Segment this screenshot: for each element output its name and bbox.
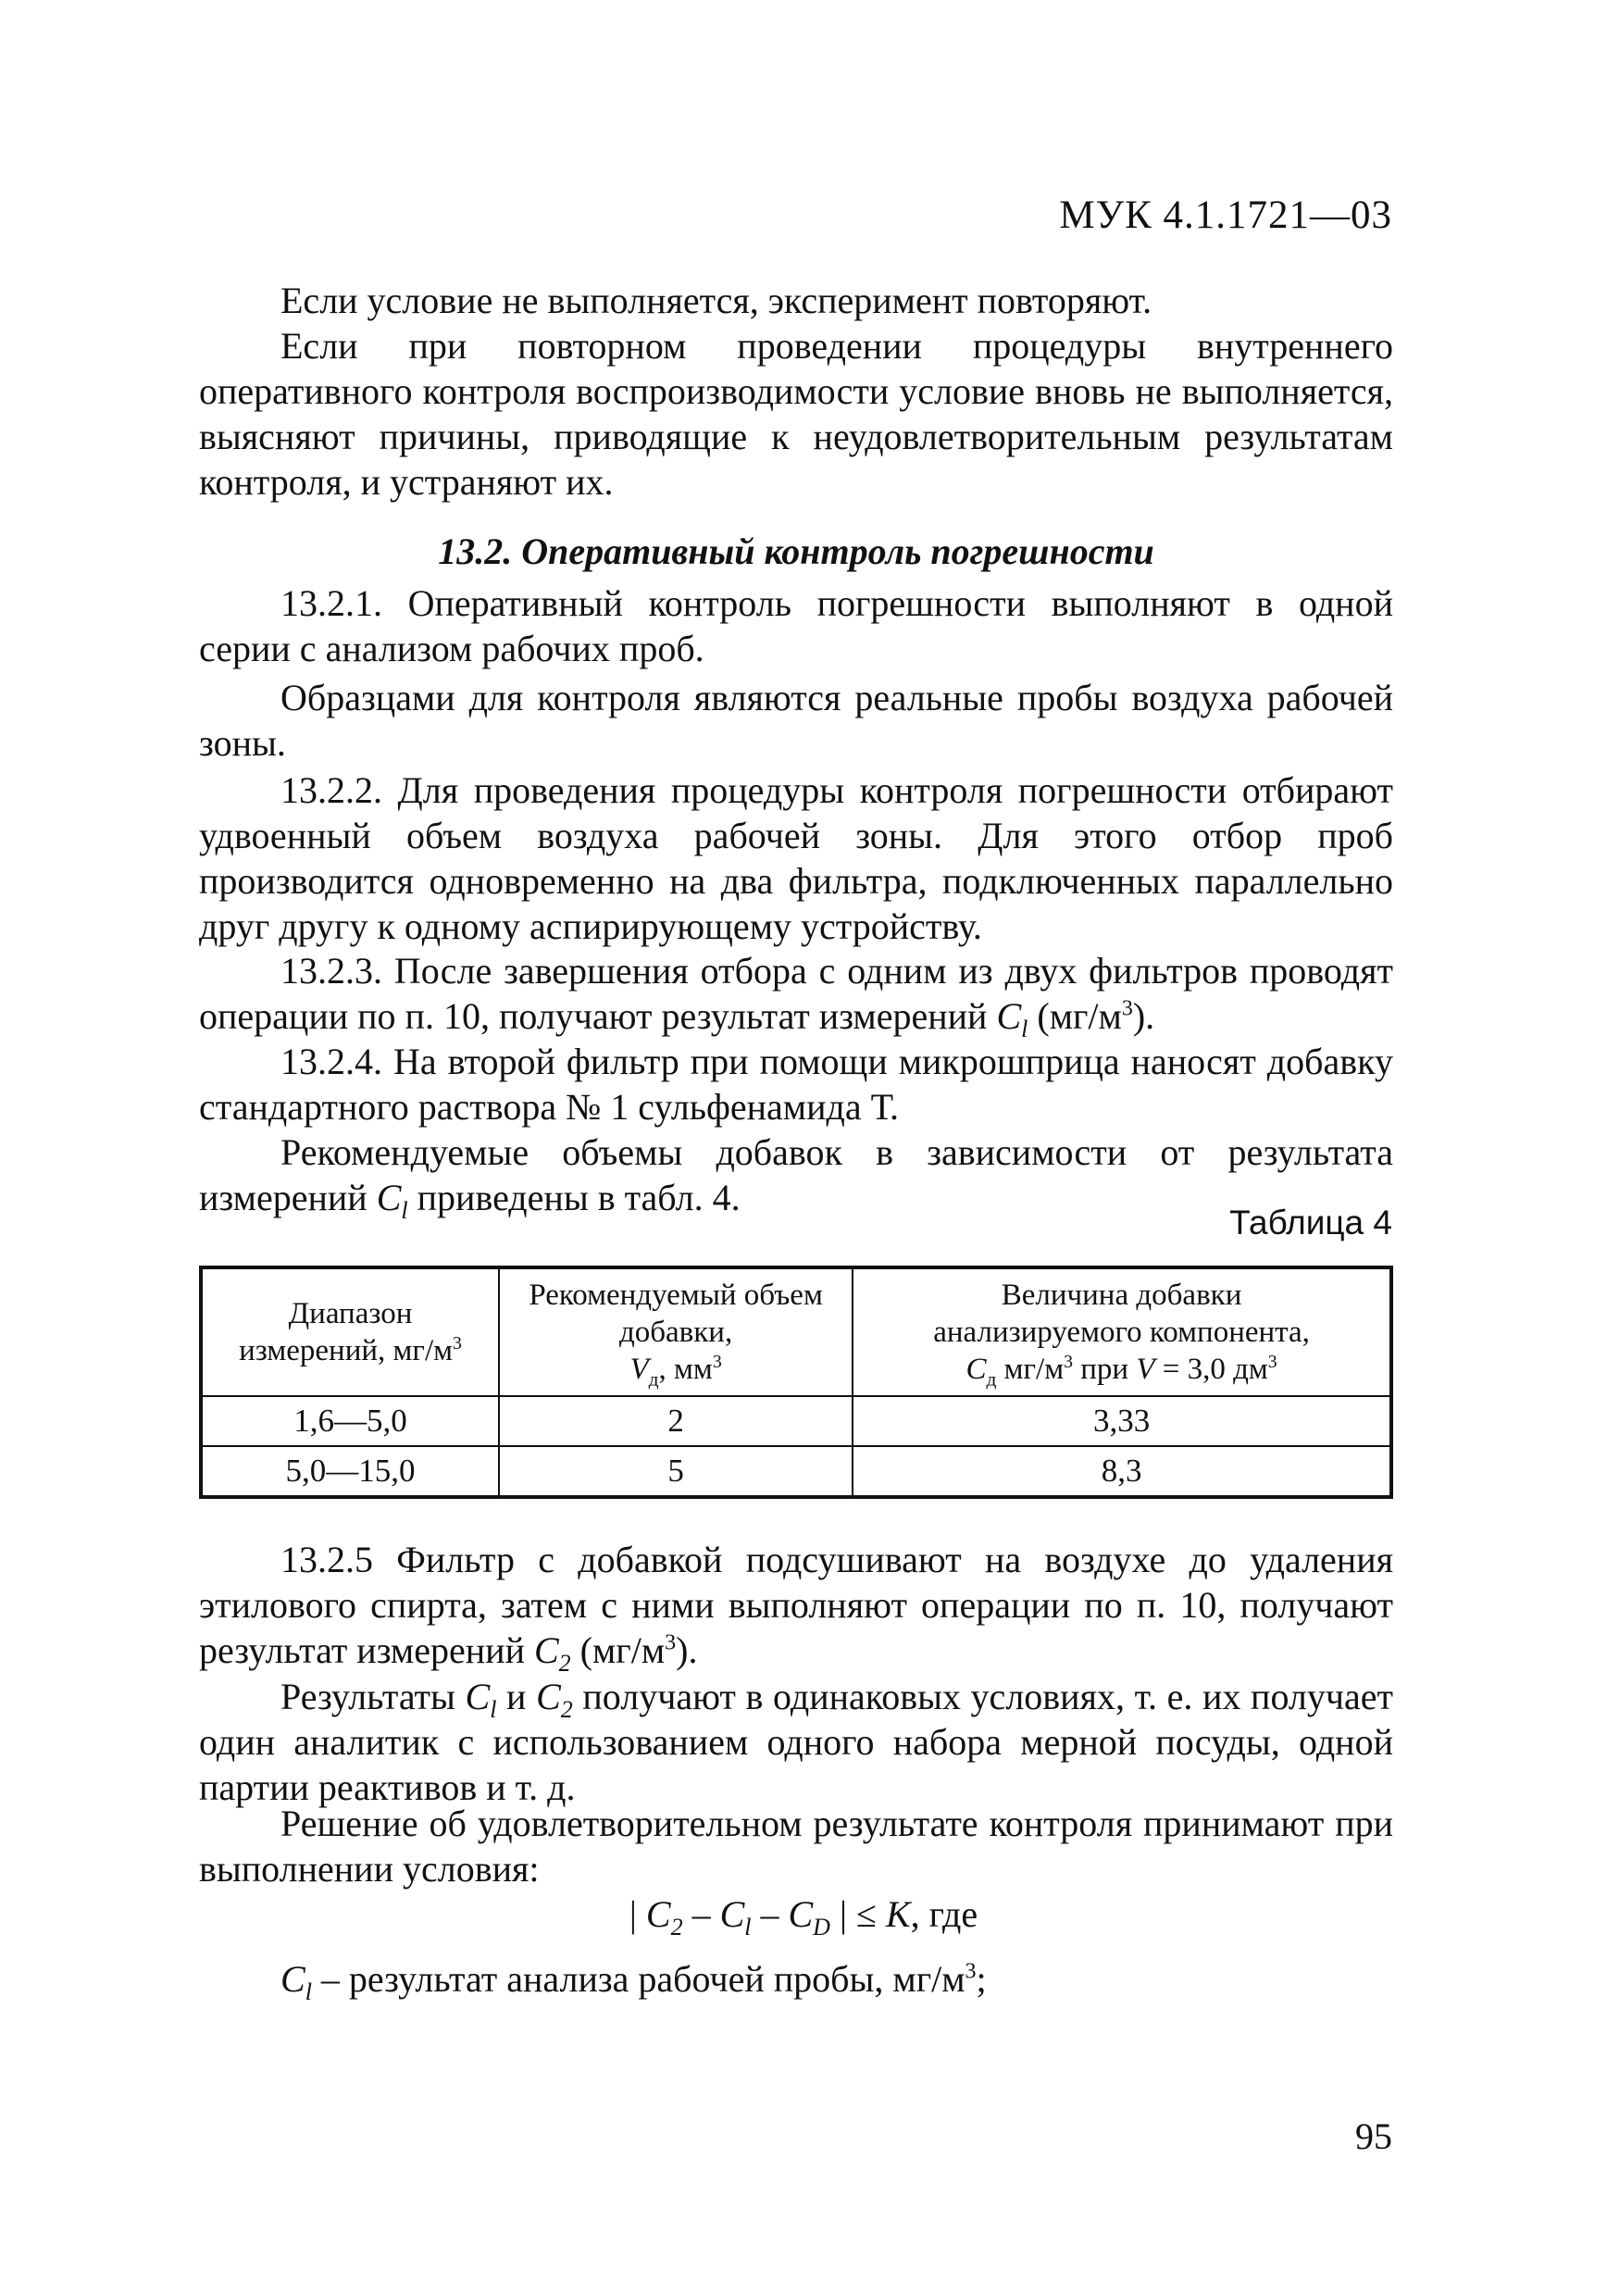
text-fragment: (мг/м [570, 1629, 666, 1671]
cell-added: 8,3 [853, 1446, 1391, 1497]
document-code: МУК 4.1.1721—03 [1059, 193, 1392, 237]
table-row [201, 1446, 1391, 1497]
header-text: мг/м [996, 1353, 1065, 1386]
table-caption: Таблица 4 [1229, 1204, 1392, 1242]
cell-range: 1,6—5,0 [201, 1396, 499, 1446]
text-fragment: Результаты [280, 1676, 466, 1717]
table-4 [199, 1266, 1393, 1499]
text-fragment: , где [910, 1893, 978, 1935]
superscript: 3 [1121, 996, 1133, 1021]
subscript: 2 [670, 1914, 683, 1940]
header-text: Величина добавки [1001, 1279, 1242, 1312]
operator: ≤ [846, 1893, 886, 1935]
header-text: , мм [658, 1353, 713, 1386]
subscript: l [401, 1197, 408, 1224]
variable-c: C [376, 1177, 402, 1218]
subscript: l [305, 1978, 312, 2005]
text-fragment: 13.2.3. После завершения отбора с одним из двух фильтров проводят операции по п. 10, получают результат измерений [199, 950, 1393, 1037]
paragraph-13-2-2: 13.2.2. Для проведения процедуры контроля погрешности отбирают удвоенный объем воздуха рабочей зоны. Для этого отбор проб производится одновременно на два фильтра, подключенных параллельно друг другу к одному аспирирующему устройству. [199, 769, 1393, 947]
table-header-row [201, 1267, 1391, 1396]
paragraph-results [199, 1674, 1393, 1810]
variable-c: C [533, 1629, 559, 1671]
subscript: l [744, 1914, 752, 1940]
superscript: 3 [1064, 1352, 1073, 1372]
variable-c1: C [719, 1893, 745, 1935]
subscript: д [986, 1367, 997, 1391]
text-fragment: Рекомендуемые объемы добавок в зависимости от результата измерений [199, 1131, 1393, 1218]
cell-range: 5,0—15,0 [201, 1446, 499, 1497]
header-text: анализируемого компонента, [933, 1316, 1310, 1349]
section-title: 13.2. Оперативный контроль погрешности [438, 530, 1154, 572]
cell-volume: 5 [499, 1446, 853, 1497]
variable-v: V [629, 1353, 649, 1386]
paragraph-13-2-5 [199, 1537, 1393, 1677]
control-formula [0, 1891, 1607, 1938]
header-text: добавки, [618, 1316, 733, 1349]
header-range [201, 1267, 499, 1396]
operator: – [751, 1893, 789, 1935]
variable-c: C [965, 1353, 987, 1386]
abs-bar: | [629, 1893, 637, 1935]
operator: – [682, 1893, 720, 1935]
paragraph-repeat: Если условие не выполняется, эксперимент повторяют. [280, 280, 1152, 321]
variable-cd: C [788, 1893, 814, 1935]
text-fragment: ). [676, 1629, 698, 1671]
header-volume [499, 1267, 853, 1396]
header-text: Диапазон [288, 1297, 413, 1330]
header-text: при [1073, 1353, 1137, 1386]
variable-c: C [465, 1676, 491, 1717]
text-fragment: 13.2.5 Фильтр с добавкой подсушивают на воздухе до удаления этилового спирта, затем с ними выполняют операции по п. 10, получают результат измерений [199, 1539, 1393, 1671]
superscript: 3 [712, 1352, 722, 1372]
text-fragment: ; [976, 1958, 987, 2000]
text-fragment: и [496, 1676, 537, 1717]
subscript: D [813, 1914, 830, 1940]
paragraph-13-2-3 [199, 948, 1393, 1042]
paragraph-13-2-1: 13.2.1. Оперативный контроль погрешности выполняют в одной серии с анализом рабочих проб. [199, 582, 1393, 669]
cell-volume: 2 [499, 1396, 853, 1446]
paragraph-reasons: Если при повторном проведении процедуры внутреннего оперативного контроля воспроизводимости условие вновь не выполняется, выясняют причины, приводящие к неудовлетворительным результатам контроля, и устраняют их. [199, 325, 1393, 503]
subscript: l [490, 1696, 497, 1723]
variable-v: V [1136, 1353, 1155, 1386]
table-row [201, 1396, 1391, 1446]
cell-added: 3,33 [853, 1396, 1391, 1446]
paragraph-decision: Решение об удовлетворительном результате контроля принимают при выполнении условия: [199, 1803, 1393, 1890]
text-fragment: получают в одинаковых условиях, т. е. их получает один аналитик с использованием одного набора мерной посуды, одной партии реактивов и т. д. [199, 1676, 1393, 1808]
subscript: 2 [560, 1696, 573, 1723]
paragraph-samples: Образцами для контроля являются реальные пробы воздуха рабочей зоны. [199, 677, 1393, 764]
variable-c2: C [645, 1893, 671, 1935]
page-number: 95 [1355, 2115, 1392, 2157]
variable-c: C [996, 995, 1022, 1037]
variable-k: K [885, 1893, 911, 1935]
text-fragment: (мг/м [1028, 995, 1122, 1037]
superscript: 3 [453, 1333, 462, 1354]
header-text: = 3,0 дм [1154, 1353, 1268, 1386]
subscript: д [648, 1367, 659, 1391]
subscript: 2 [558, 1650, 571, 1677]
subscript: l [1021, 1016, 1028, 1042]
superscript: 3 [1267, 1352, 1277, 1372]
text-fragment: ). [1132, 995, 1155, 1037]
abs-bar: | [839, 1893, 847, 1935]
header-added [853, 1267, 1391, 1396]
header-text: Рекомендуемый объем [529, 1279, 823, 1312]
definition-c1 [280, 1956, 1393, 2005]
paragraph-13-2-4: 13.2.4. На второй фильтр при помощи микрошприца наносят добавку стандартного раствора № 1 сульфенамида Т. [199, 1041, 1393, 1128]
variable-c: C [536, 1676, 561, 1717]
text-fragment: – результат анализа рабочей пробы, мг/м [311, 1958, 965, 2000]
header-text: измерений, мг/м [239, 1334, 453, 1367]
superscript: 3 [665, 1630, 677, 1655]
variable-c: C [280, 1958, 305, 2000]
superscript: 3 [965, 1959, 977, 1984]
text-fragment: приведены в табл. 4. [407, 1177, 741, 1218]
